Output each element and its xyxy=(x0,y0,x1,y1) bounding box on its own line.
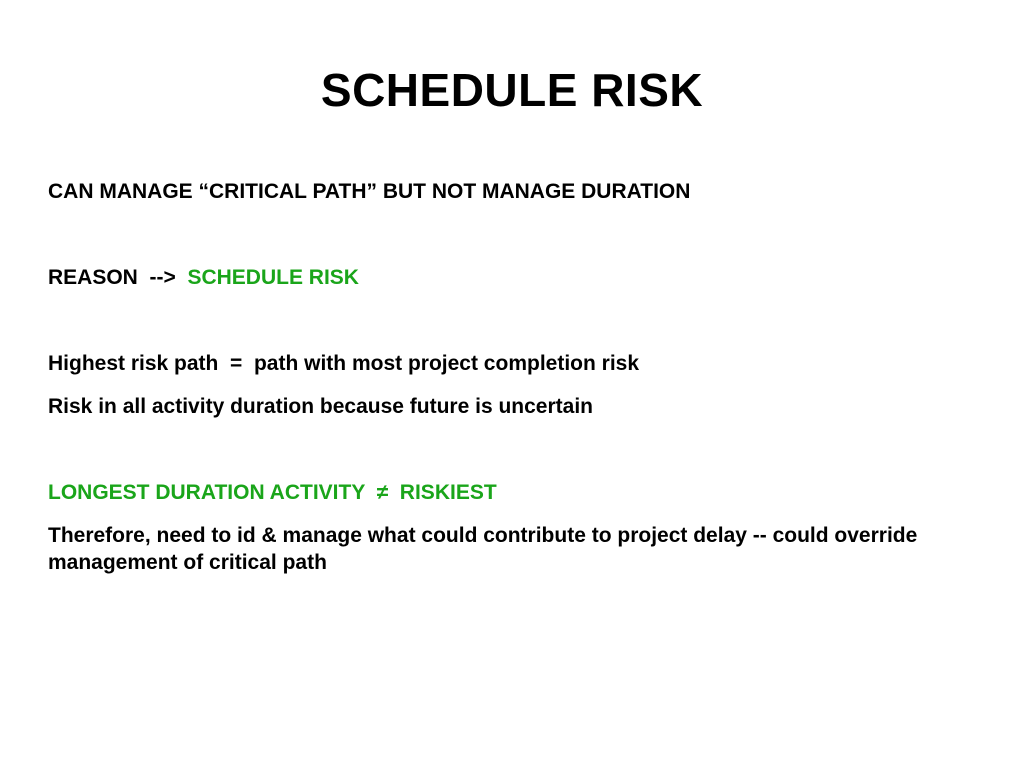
bullet-reason xyxy=(48,264,988,291)
reason-highlight: SCHEDULE RISK xyxy=(187,266,359,289)
bullet-risk-in-duration: Risk in all activity duration because future is uncertain xyxy=(48,395,593,418)
bullet-longest-not-riskiest: LONGEST DURATION ACTIVITY ≠ RISKIEST xyxy=(48,481,497,504)
bullet-highest-risk-path: Highest risk path = path with most project completion risk xyxy=(48,352,640,375)
reason-label: REASON --> xyxy=(48,266,188,289)
bullet-therefore: Therefore, need to id & manage what could contribute to project delay -- could override management of critical path xyxy=(48,524,918,574)
slide-title: SCHEDULE RISK xyxy=(320,64,704,116)
bullet-manage-critical-path: CAN MANAGE “CRITICAL PATH” BUT NOT MANAGE DURATION xyxy=(48,180,691,203)
